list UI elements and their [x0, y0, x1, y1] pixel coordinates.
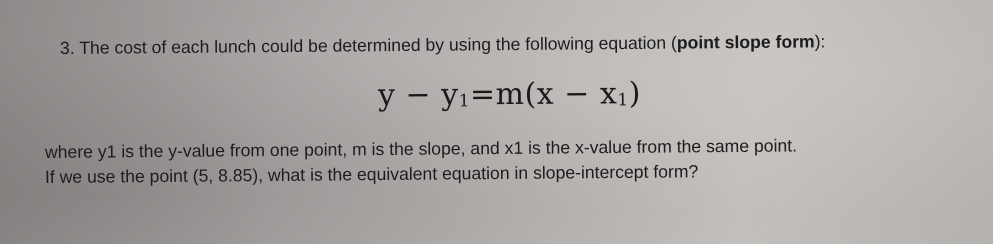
equation-y: y: [377, 77, 396, 113]
equation-equals-m: =m(: [469, 76, 537, 113]
equation-x: x: [536, 76, 555, 112]
equation-y1-subscript: 1: [458, 91, 471, 112]
question-text-start: The cost of each lunch could be determined by using the following equation (: [79, 32, 677, 58]
question-text-end: ):: [814, 31, 826, 52]
prompt-line: If we use the point (5, 8.85), what is the equivalent equation in slope-intercept form?: [44, 161, 699, 187]
equation-y1: y: [441, 77, 459, 113]
equation-x1-subscript: 1: [617, 90, 629, 111]
equation-close: ): [628, 76, 641, 112]
equation-minus-2: −: [554, 76, 601, 112]
point-slope-equation: [378, 76, 641, 113]
question-line: [60, 31, 826, 59]
definition-line: where y1 is the y-value from one point, m is the slope, and x1 is the x-value from the same point.: [44, 135, 798, 162]
question-emphasis: point slope form: [676, 31, 815, 53]
question-number: 3.: [59, 37, 75, 58]
equation-x1: x: [599, 76, 618, 112]
equation-minus-1: −: [395, 77, 442, 113]
